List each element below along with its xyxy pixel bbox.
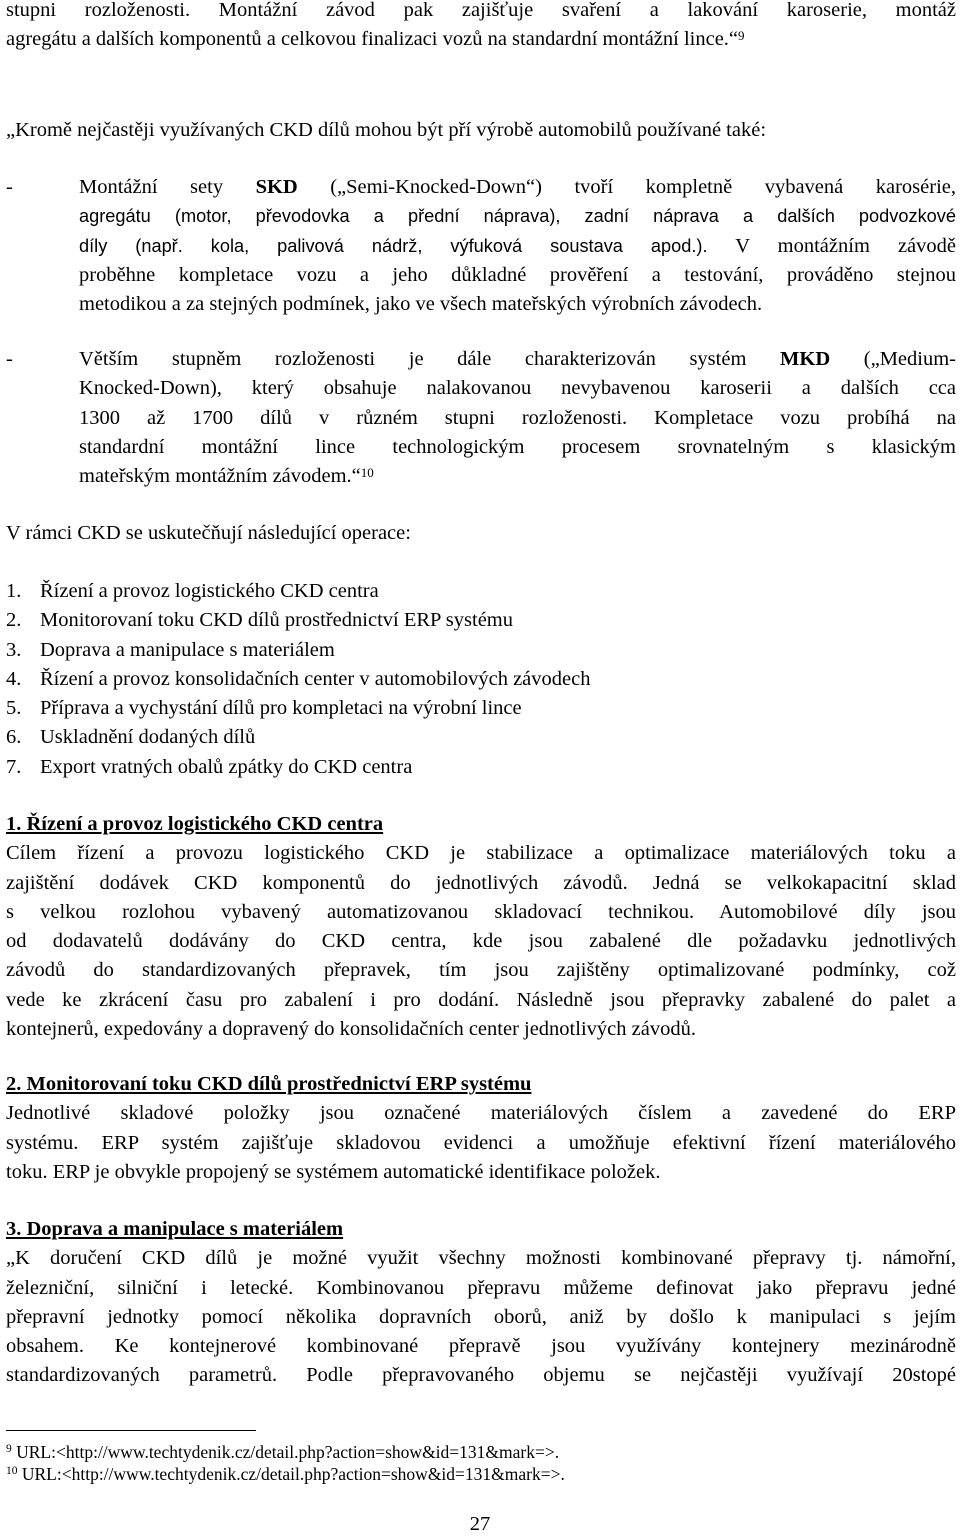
section-heading: 2. Monitorovaní toku CKD dílů prostřednictví ERP systému	[6, 1073, 532, 1095]
bullet-mkd	[6, 345, 956, 491]
bullet-skd-line-3: díly (např. kola, palivová nádrž, výfuková soustava apod.). V montážním závodě	[79, 234, 956, 257]
intro-line-1: stupni rozloženosti. Montážní závod pak zajišťuje svaření a lakování karoserie, montáž	[6, 0, 956, 21]
operations-list	[6, 577, 956, 782]
bullet-skd-line-5: metodikou a za stejných podmínek, jako ve všech mateřských výrobních závodech.	[79, 293, 763, 316]
intro-paragraph	[6, 0, 956, 55]
bullet-skd	[6, 173, 956, 319]
list-item: 4. Řízení a provoz konsolidačních center v automobilových závodech	[6, 667, 591, 690]
intro-line-2: agregátu a dalších komponentů a celkovou finalizaci vozů na standardní montážní lince.“$^9$	[6, 28, 745, 51]
section-3-line-2: železniční, silniční i letecké. Kombinovanou přepravu můžeme definovat jako přepravu jedné	[6, 1276, 956, 1299]
list-item: 3. Doprava a manipulace s materiálem	[6, 638, 335, 661]
section-heading: 3. Doprava a manipulace s materiálem	[6, 1218, 344, 1240]
section-2-line-2: systému. ERP systém zajišťuje skladovou evidenci a umožňuje efektivní řízení materiálového	[6, 1131, 956, 1154]
section-1	[6, 810, 956, 1044]
bullet-skd-line-4: proběhne kompletace vozu a jeho důkladné prověření a testování, prováděno stejnou	[79, 263, 956, 286]
section-3-line-5: standardizovaných parametrů. Podle přepravovaného objemu se nejčastěji využívají 20stopé	[6, 1364, 956, 1387]
bullet-skd-line-2: agregátu (motor, převodovka a přední náprava), zadní náprava a dalších podvozkové	[79, 206, 956, 227]
bullet-skd-line-1: Montážní sety SKD („Semi-Knocked-Down“) tvoří kompletně vybavená karosérie,	[79, 176, 956, 198]
bullet-dash: -	[6, 176, 13, 198]
footnote-divider	[6, 1430, 256, 1431]
footnote-ref-10[interactable]: 10	[360, 465, 374, 481]
section-1-line-6: vede ke zkrácení času pro zabalení i pro dodání. Následně jsou přepravky zabalené do palet a	[6, 988, 956, 1011]
bullet-mkd-line-1: Větším stupněm rozloženosti je dále charakterizován systém MKD („Medium-	[79, 348, 956, 370]
section-1-line-1: Cílem řízení a provozu logistického CKD je stabilizace a optimalizace materiálových toku a	[6, 842, 956, 865]
section-3	[6, 1215, 956, 1391]
section-1-line-5: závodů do standardizovaných přepravek, tím jsou zajištěny optimalizované podmínky, což	[6, 959, 956, 982]
quote-intro: „Kromě nejčastěji využívaných CKD dílů mohou být pří výrobě automobilů používané také:	[6, 119, 767, 141]
section-2-line-1: Jednotlivé skladové položky jsou označené materiálových číslem a zavedené do ERP	[6, 1102, 956, 1125]
footnote-10: $^{10}$ URL:<http://www.techtydenik.cz/detail.php?action=show&id=131&mark=>.	[6, 1464, 565, 1484]
footnote-9: $^9$ URL:<http://www.techtydenik.cz/detail.php?action=show&id=131&mark=>.	[6, 1442, 560, 1462]
mkd-term: MKD	[780, 348, 831, 370]
list-item: 6. Uskladnění dodaných dílů	[6, 726, 256, 749]
section-heading: 1. Řízení a provoz logistického CKD centra	[6, 813, 384, 835]
bullet-mkd-line-4: standardní montážní lince technologickým procesem srovnatelným s klasickým	[79, 435, 956, 458]
section-1-line-3: s velkou rozlohou vybavený automatizovanou skladovací technikou. Automobilové díly jsou	[6, 900, 956, 923]
section-2	[6, 1070, 956, 1187]
bullet-dash: -	[6, 348, 13, 370]
section-1-line-2: zajištění dodávek CKD komponentů do jednotlivých závodů. Jedná se velkokapacitní sklad	[6, 871, 956, 894]
section-3-line-1: „K doručení CKD dílů je možné využit všechny možnosti kombinované přepravy tj. námořní,	[6, 1247, 956, 1270]
section-1-line-4: od dodavatelů dodávány do CKD centra, kde jsou zabalené dle požadavku jednotlivých	[6, 930, 956, 953]
operations-intro: V rámci CKD se uskutečňují následující operace:	[6, 522, 411, 544]
list-item: 5. Příprava a vychystání dílů pro kompletaci na výrobní lince	[6, 697, 522, 720]
footnote-url[interactable]: URL:<http://www.techtydenik.cz/detail.php?action=show&id=131&mark=>.	[17, 1464, 565, 1484]
bullet-mkd-line-5: mateřským montážním závodem.“$^{10}$	[79, 465, 374, 488]
section-3-line-4: obsahem. Ke kontejnerové kombinované přepravě jsou využívány kontejnery mezinárodně	[6, 1335, 956, 1358]
page-number: 27	[469, 1513, 491, 1535]
list-item: 2. Monitorovaní toku CKD dílů prostřednictví ERP systému	[6, 609, 514, 632]
skd-term: SKD	[255, 176, 298, 198]
section-2-line-3: toku. ERP je obvykle propojený se systémem automatické identifikace položek.	[6, 1160, 661, 1183]
list-item: 7. Export vratných obalů zpátky do CKD centra	[6, 755, 413, 778]
section-1-line-7: kontejnerů, expedovány a dopravený do konsolidačních center jednotlivých závodů.	[6, 1018, 696, 1041]
bullet-mkd-line-3: 1300 až 1700 dílů v různém stupni rozloženosti. Kompletace vozu probíhá na	[79, 406, 956, 429]
list-item: 1. Řízení a provoz logistického CKD centra	[6, 580, 379, 602]
section-3-line-3: přepravní jednotky pomocí několika dopravních oborů, aniž by došlo k manipulaci s jejím	[6, 1305, 956, 1328]
footnote-ref-9[interactable]: 9	[738, 28, 745, 44]
footnote-url[interactable]: URL:<http://www.techtydenik.cz/detail.php?action=show&id=131&mark=>.	[11, 1442, 560, 1462]
bullet-mkd-line-2: Knocked-Down), který obsahuje nalakovanou nevybavenou karoserii a dalších cca	[79, 377, 956, 400]
